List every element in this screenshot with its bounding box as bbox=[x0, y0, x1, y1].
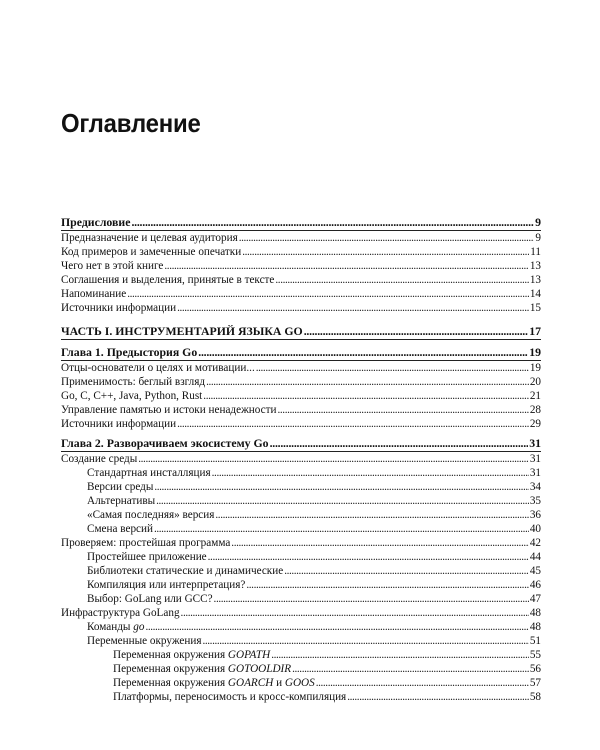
toc-entry-title: Платформы, переносимость и кросс-компиляция bbox=[113, 691, 347, 703]
toc-entry[interactable] bbox=[61, 231, 541, 245]
toc-entry[interactable] bbox=[61, 494, 541, 508]
toc-entry-title-code: GOOS bbox=[284, 677, 315, 689]
toc-entry[interactable] bbox=[61, 287, 541, 301]
toc-entry-page: 29 bbox=[529, 418, 541, 430]
toc-entry-page: 51 bbox=[529, 635, 541, 647]
toc-entry-title: Глава 1. Предыстория Go bbox=[61, 345, 198, 359]
toc-entry-title: ЧАСТЬ I. ИНСТРУМЕНТАРИЙ ЯЗЫКА GO bbox=[61, 324, 303, 338]
toc-entry-preface[interactable] bbox=[61, 214, 541, 231]
toc-entry[interactable] bbox=[61, 403, 541, 417]
toc-entry[interactable] bbox=[61, 452, 541, 466]
toc-entry-page: 14 bbox=[529, 288, 541, 300]
toc-entry-title: Код примеров и замеченные опечатки bbox=[61, 246, 242, 258]
toc-entry-page: 47 bbox=[529, 593, 541, 605]
toc-entry-title-code: GOARCH bbox=[227, 677, 274, 689]
toc-entry[interactable] bbox=[61, 389, 541, 403]
toc-entry-title: Выбор: GoLang или GCC? bbox=[87, 593, 213, 605]
toc-entry-page: 21 bbox=[529, 390, 541, 402]
toc-entry-title: Инфраструктура GoLang bbox=[61, 607, 180, 619]
toc-entry[interactable] bbox=[61, 245, 541, 259]
toc-entry-page: 34 bbox=[529, 481, 541, 493]
toc-entry-page: 40 bbox=[529, 523, 541, 535]
toc-entry-title: Управление памятью и истоки ненадежности bbox=[61, 404, 277, 416]
toc-entry[interactable] bbox=[61, 634, 541, 648]
toc-entry-page: 15 bbox=[529, 302, 541, 314]
toc-entry-page: 13 bbox=[529, 274, 541, 286]
toc-entry-page: 19 bbox=[529, 362, 541, 374]
toc-entry[interactable] bbox=[61, 259, 541, 273]
toc-entry[interactable] bbox=[61, 564, 541, 578]
toc-entry-title bbox=[113, 662, 291, 676]
toc-entry-title-code: GOTOOLDIR bbox=[227, 663, 292, 675]
toc-entry-title: Стандартная инсталляция bbox=[87, 467, 211, 479]
toc-entry-title bbox=[113, 676, 315, 690]
toc-entry-page: 55 bbox=[529, 649, 541, 661]
toc-entry-title: Применимость: беглый взгляд bbox=[61, 376, 206, 388]
toc-entry[interactable] bbox=[61, 620, 541, 634]
toc-entry-title: Соглашения и выделения, принятые в тексте bbox=[61, 274, 275, 286]
toc-entry[interactable] bbox=[61, 301, 541, 315]
toc-entry-title bbox=[113, 648, 270, 662]
toc-entry-title: Чего нет в этой книге bbox=[61, 260, 164, 272]
toc-entry-page: 31 bbox=[529, 467, 541, 479]
toc-entry-page: 44 bbox=[529, 551, 541, 563]
toc-entry-title: Версии среды bbox=[87, 481, 154, 493]
toc-entry-page: 20 bbox=[529, 376, 541, 388]
toc-entry[interactable] bbox=[61, 508, 541, 522]
toc-entry-title-text: Переменная окружения bbox=[113, 677, 226, 689]
toc-entry-page: 45 bbox=[529, 565, 541, 577]
table-of-contents bbox=[61, 214, 541, 704]
toc-entry[interactable] bbox=[61, 550, 541, 564]
toc-entry-title: Напоминание bbox=[61, 288, 127, 300]
toc-entry-title: Простейшее приложение bbox=[87, 551, 207, 563]
toc-entry-title-text: Переменная окружения bbox=[113, 663, 226, 675]
toc-entry-page: 13 bbox=[529, 260, 541, 272]
toc-entry-title-code: go bbox=[133, 621, 145, 633]
toc-entry-part-1[interactable] bbox=[61, 323, 541, 340]
toc-entry-page: 31 bbox=[529, 453, 541, 465]
toc-entry-page: 19 bbox=[529, 345, 541, 359]
page-title: Оглавление bbox=[61, 108, 201, 138]
toc-entry-title: Создание среды bbox=[61, 453, 138, 465]
toc-entry-title: Альтернативы bbox=[87, 495, 156, 507]
toc-entry-page: 11 bbox=[530, 246, 541, 258]
toc-entry[interactable] bbox=[61, 466, 541, 480]
toc-entry-title: Источники информации bbox=[61, 302, 177, 314]
toc-entry-title: Проверяем: простейшая программа bbox=[61, 537, 231, 549]
toc-entry-title: «Самая последняя» версия bbox=[87, 509, 215, 521]
toc-entry-title-conj: и bbox=[276, 677, 283, 689]
toc-entry-page: 58 bbox=[529, 691, 541, 703]
toc-entry-title: Предназначение и целевая аудитория bbox=[61, 232, 238, 244]
toc-entry-page: 31 bbox=[529, 436, 541, 450]
toc-entry[interactable] bbox=[61, 606, 541, 620]
toc-entry-title: Библиотеки статические и динамические bbox=[87, 565, 284, 577]
toc-entry-page: 48 bbox=[529, 607, 541, 619]
toc-entry-title: Смена версий bbox=[87, 523, 153, 535]
toc-entry[interactable] bbox=[61, 578, 541, 592]
toc-entry[interactable] bbox=[61, 361, 541, 375]
toc-entry-title: Компиляция или интерпретация? bbox=[87, 579, 246, 591]
toc-entry-chapter-2[interactable] bbox=[61, 435, 541, 452]
toc-entry-title: Источники информации bbox=[61, 418, 177, 430]
toc-entry-page: 42 bbox=[529, 537, 541, 549]
toc-entry-title: Глава 2. Разворачиваем экосистему Go bbox=[61, 436, 269, 450]
toc-entry[interactable] bbox=[61, 273, 541, 287]
toc-entry[interactable] bbox=[61, 417, 541, 431]
toc-entry-page: 9 bbox=[535, 215, 541, 229]
toc-entry-chapter-1[interactable] bbox=[61, 344, 541, 361]
toc-entry-title-text: Команды bbox=[87, 621, 131, 633]
toc-entry[interactable] bbox=[61, 592, 541, 606]
toc-entry[interactable] bbox=[61, 676, 541, 690]
toc-entry-page: 28 bbox=[529, 404, 541, 416]
toc-entry-page: 48 bbox=[529, 621, 541, 633]
toc-entry[interactable] bbox=[61, 648, 541, 662]
toc-entry-title: Переменные окружения bbox=[87, 635, 202, 647]
toc-entry-page: 9 bbox=[535, 232, 541, 244]
toc-entry-page: 36 bbox=[529, 509, 541, 521]
toc-entry-page: 17 bbox=[529, 324, 541, 338]
toc-entry[interactable] bbox=[61, 480, 541, 494]
toc-entry[interactable] bbox=[61, 536, 541, 550]
toc-entry-page: 57 bbox=[529, 677, 541, 689]
toc-entry-title bbox=[87, 620, 144, 634]
toc-entry-page: 46 bbox=[529, 579, 541, 591]
toc-entry-title: Предисловие bbox=[61, 215, 131, 229]
toc-entry[interactable] bbox=[61, 375, 541, 389]
toc-entry-title: Go, C, C++, Java, Python, Rust bbox=[61, 390, 203, 402]
toc-entry[interactable] bbox=[61, 690, 541, 704]
toc-entry-page: 35 bbox=[529, 495, 541, 507]
toc-entry-title-code: GOPATH bbox=[227, 649, 271, 661]
toc-entry-title: Отцы-основатели о целях и мотивации... bbox=[61, 362, 255, 374]
toc-entry-title-text: Переменная окружения bbox=[113, 649, 226, 661]
toc-entry-page: 56 bbox=[529, 663, 541, 675]
toc-entry[interactable] bbox=[61, 522, 541, 536]
toc-entry[interactable] bbox=[61, 662, 541, 676]
